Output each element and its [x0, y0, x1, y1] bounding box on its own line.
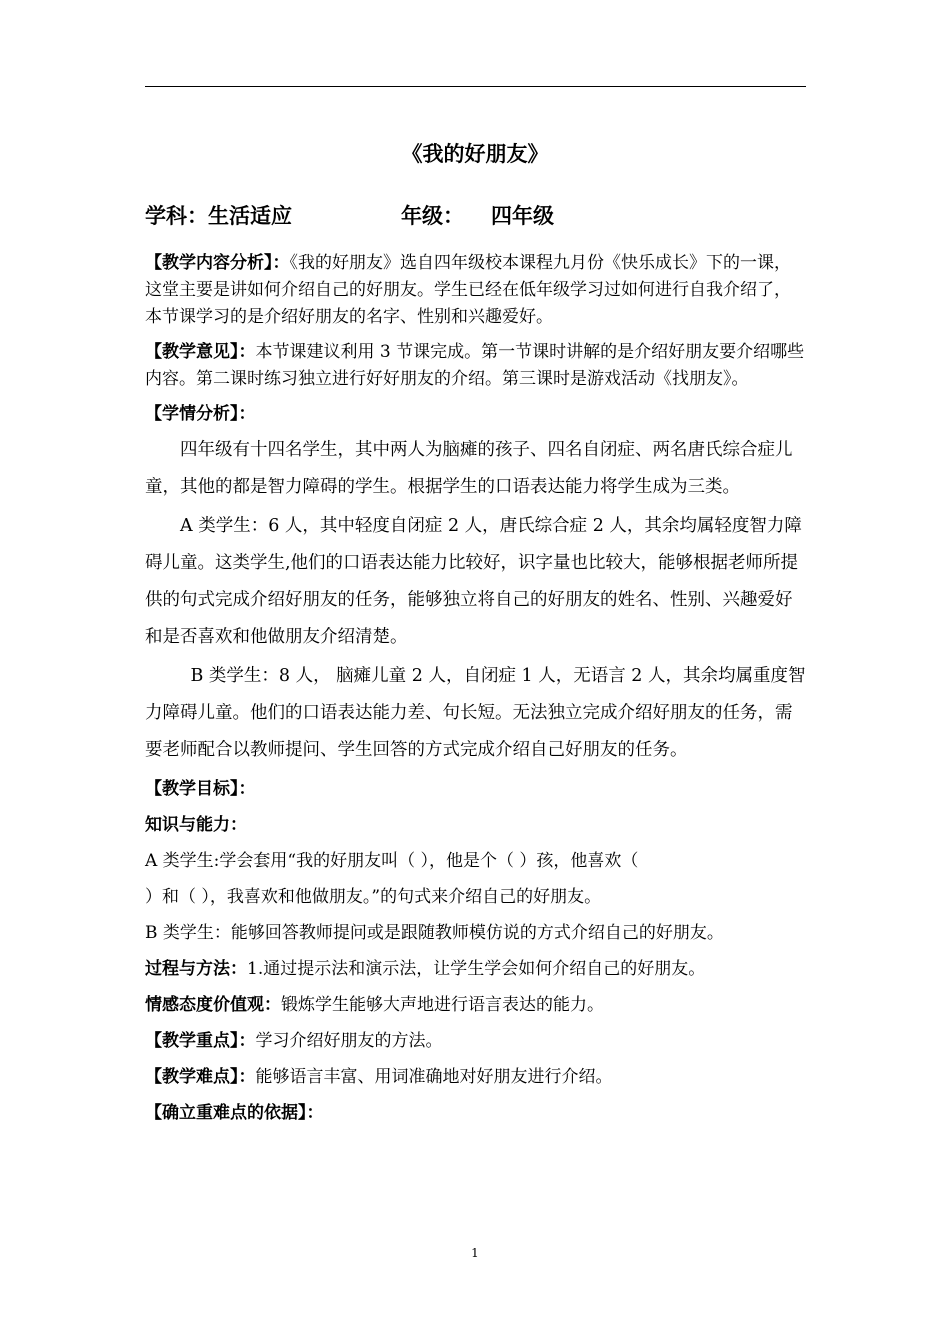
key-point-text: 学习介绍好朋友的方法。: [255, 1031, 443, 1051]
grade-value: 四年级: [491, 204, 554, 228]
student-analysis-label: 【学情分析】：: [145, 404, 256, 424]
teaching-advice-text: 本节课建议利用 3 节课完成。第一节课时讲解的是介绍好朋友要介绍哪些内容。第二课时练习独立进行好好朋友的介绍。第三课时是游戏活动《找朋友》。: [145, 342, 805, 389]
process-method-label: 过程与方法：: [145, 959, 247, 979]
difficulty-text: 能够语言丰富、用词准确地对好朋友进行介绍。: [255, 1067, 613, 1087]
process-method-line: [145, 951, 807, 987]
class-a-goal-line-2: ）和（ ），我喜欢和他做朋友。”的句式来介绍自己的好朋友。: [145, 887, 602, 907]
document-body: [145, 250, 807, 1131]
knowledge-label: 知识与能力：: [145, 815, 247, 835]
content-analysis-paragraph: [145, 250, 807, 331]
student-analysis-heading: [145, 401, 807, 428]
class-b-paragraph: B 类学生：8 人， 脑瘫儿童 2 人，自闭症 1 人，无语言 2 人，其余均属重度智力障碍儿童。他们的口语表达能力差、句长短。无法独立完成介绍好朋友的任务，需要老师配合以教师提问、学生回答的方式完成介绍自己好朋友的任务。: [145, 666, 806, 760]
class-b-goal-line: B 类学生：能够回答教师提问或是跟随教师模仿说的方式介绍自己的好朋友。: [145, 923, 724, 943]
subject-label: 学科：生活适应: [145, 204, 292, 228]
key-point-line: [145, 1023, 807, 1059]
emotion-value-text: 锻炼学生能够大声地进行语言表达的能力。: [281, 995, 604, 1015]
grade-label: 年级：: [401, 204, 464, 228]
class-a-goal-line-1: A 类学生:学会套用“我的好朋友叫（ ），他是个（ ）孩，他喜欢（: [145, 851, 639, 871]
key-point-label: 【教学重点】：: [145, 1031, 256, 1051]
teaching-goals-heading: [145, 771, 807, 807]
difficulty-label: 【教学难点】：: [145, 1067, 256, 1087]
process-method-text: 1.通过提示法和演示法，让学生学会如何介绍自己的好朋友。: [247, 959, 706, 979]
difficulty-line: [145, 1059, 807, 1095]
content-analysis-text: 《我的好朋友》选自四年级校本课程九月份《快乐成长》下的一课，这堂主要是讲如何介绍自己的好朋友。学生已经在低年级学习过如何进行自我介绍了，本节课学习的是介绍好朋友的名字、性别和兴趣爱好。: [145, 253, 791, 327]
teaching-advice-paragraph: [145, 339, 807, 393]
document-title: 《我的好朋友》: [401, 142, 549, 166]
teaching-goals-label: 【教学目标】：: [145, 779, 256, 799]
emotion-value-line: [145, 987, 807, 1023]
emotion-value-label: 情感态度价值观：: [145, 995, 281, 1015]
subject-grade-line: [145, 200, 554, 230]
class-a-paragraph: A 类学生：6 人，其中轻度自闭症 2 人，唐氏综合症 2 人，其余均属轻度智力障碍儿童。这类学生,他们的口语表达能力比较好，识字量也比较大，能够根据老师所提供的句式完成介绍好朋友的任务，能够独立将自己的好朋友的姓名、性别、兴趣爱好和是否喜欢和他做朋友介绍清楚。: [145, 516, 802, 647]
page-number: 1: [471, 1246, 479, 1260]
basis-label: 【确立重难点的依据】：: [145, 1103, 324, 1123]
teaching-advice-label: 【教学意见】：: [145, 342, 256, 362]
knowledge-heading: [145, 807, 807, 843]
content-analysis-label: 【教学内容分析】：: [145, 253, 290, 273]
student-intro-paragraph: 四年级有十四名学生，其中两人为脑瘫的孩子、四名自闭症、两名唐氏综合症儿童，其他的都是智力障碍的学生。根据学生的口语表达能力将学生成为三类。: [145, 440, 793, 497]
basis-line: [145, 1095, 807, 1131]
header-rule: [145, 86, 806, 87]
